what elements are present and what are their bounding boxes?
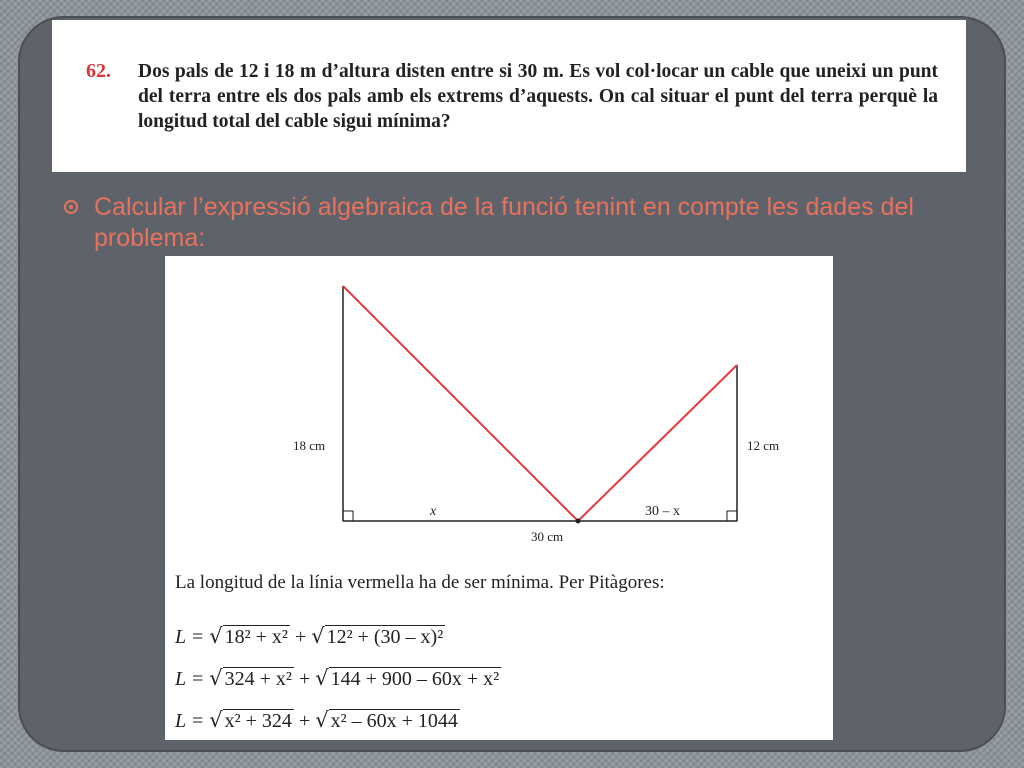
plus-sign: + (294, 626, 307, 648)
plus-sign: + (298, 710, 311, 732)
solution-figure (165, 256, 833, 740)
sqrt-icon: √ (315, 666, 329, 690)
left-segment-label: x (430, 504, 437, 519)
sqrt-icon: √ (209, 624, 223, 648)
eq1-lhs: L = (175, 626, 210, 648)
base-label: 30 cm (531, 529, 564, 544)
equation-1 (175, 624, 445, 649)
bullet-icon (64, 200, 78, 214)
solution-intro: La longitud de la línia vermella ha de ser mínima. Per Pitàgores: (175, 572, 665, 593)
eq1-radicand-1: 18² + x² (224, 626, 288, 648)
eq3-lhs: L = (175, 710, 210, 732)
left-height-label: 18 cm (293, 438, 326, 453)
equation-3 (175, 708, 460, 733)
eq2-lhs: L = (175, 668, 210, 690)
plus-sign: + (298, 668, 311, 690)
poles-diagram (165, 256, 833, 556)
eq1-radicand-2: 12² + (30 – x)² (326, 626, 444, 648)
right-height-label: 12 cm (747, 438, 780, 453)
cable-line (343, 286, 737, 521)
sqrt-icon: √ (315, 708, 329, 732)
sqrt-icon: √ (209, 708, 223, 732)
eq3-radicand-2: x² – 60x + 1044 (330, 710, 458, 732)
problem-text: Dos pals de 12 i 18 m d’altura disten entre si 30 m. Es vol col·locar un cable que uneixi un punt del terra entre els dos pals amb els extrems d’aquests. On cal situar el punt del terra perquè la longitud total del cable sigui mínima? (138, 61, 938, 132)
right-angle-right (727, 511, 737, 521)
ground-point (576, 519, 581, 524)
bullet-text: Calcular l’expressió algebraica de la funció tenint en compte les dades del problema: (94, 193, 914, 252)
sqrt-icon: √ (311, 624, 325, 648)
eq3-radicand-1: x² + 324 (224, 710, 292, 732)
right-segment-label: 30 – x (645, 504, 680, 519)
eq2-radicand-1: 324 + x² (224, 668, 292, 690)
right-angle-left (343, 511, 353, 521)
sqrt-icon: √ (209, 666, 223, 690)
problem-statement (52, 20, 966, 172)
eq2-radicand-2: 144 + 900 – 60x + x² (330, 668, 500, 690)
problem-number: 62. (86, 60, 111, 82)
equation-2 (175, 666, 501, 691)
